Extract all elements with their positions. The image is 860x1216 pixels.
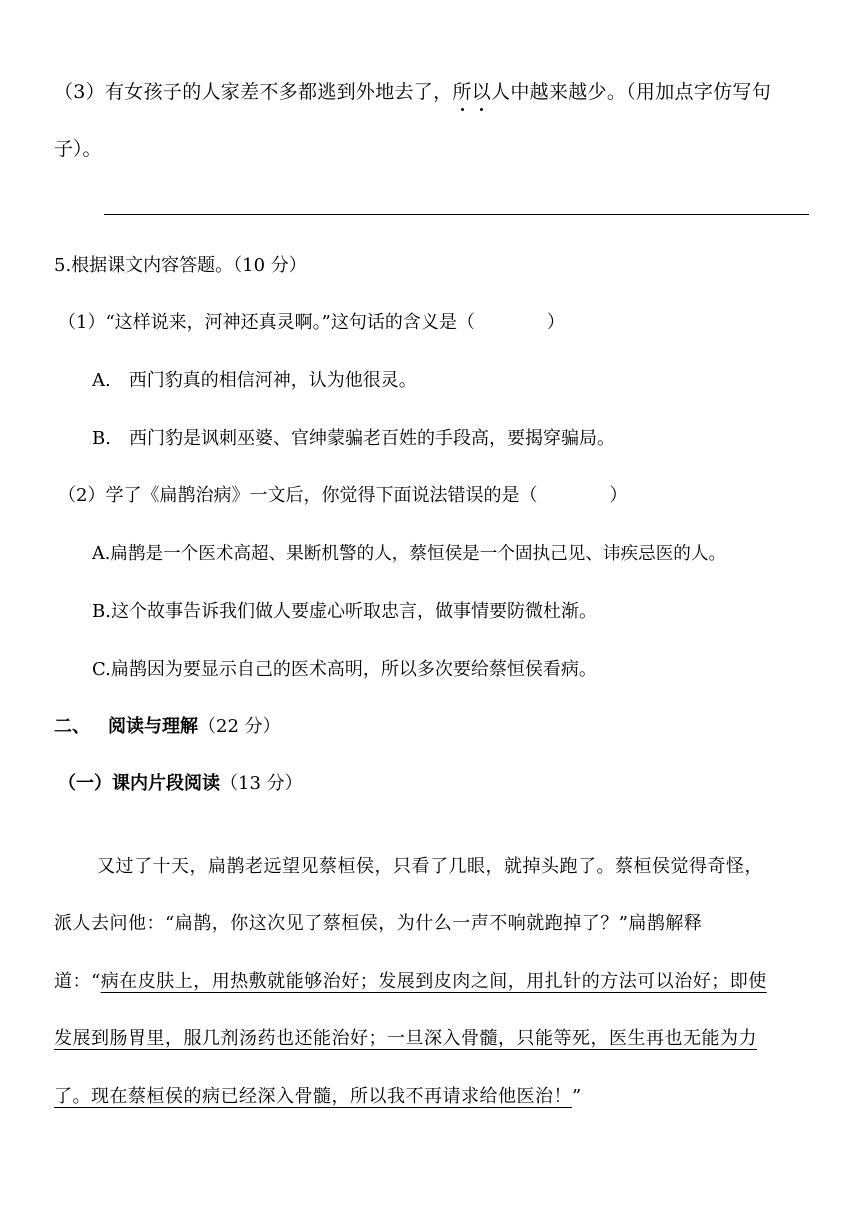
subsection1-heading [58,772,303,796]
q4-3-line1 [54,80,771,104]
passage-line-4-underlined: 发展到肠胃里，服几剂汤药也还能治好；一旦深入骨髓，只能等死，医生再也无能为力 [54,1028,757,1049]
section2-title: 阅读与理解 [108,716,198,737]
q5-2-option-a: A.扁鹊是一个医术高超、果断机警的人，蔡恒侯是一个固执己见、讳疾忌医的人。 [92,544,727,564]
section2-number: 二、 [54,716,90,737]
q4-3-prefix: （3）有女孩子的人家差不多都逃到外地去了， [54,81,453,103]
q5-2-option-b: B.这个故事告诉我们做人要虚心听取忠言，做事情要防微杜渐。 [92,601,597,622]
section2-heading [54,715,281,739]
q4-3-line2-text: 子）。 [54,138,102,160]
dotted-char-2: 以 [471,81,492,103]
subsection1-title: （一）课内片段阅读 [58,773,220,794]
answer-line[interactable] [104,214,809,215]
q5-1-question: （1）“这样说来，河神还真灵啊。”这句话的含义是（ ） [58,312,565,333]
passage-line-3 [54,970,767,994]
q4-3-line2 [54,137,102,161]
q5-heading: 5.根据课文内容答题。（10 分） [54,255,307,276]
passage-line-3-underlined: 病在皮肤上，用热敷就能够治好；发展到皮肉之间，用扎针的方法可以治好；即使 [100,971,767,992]
q5-1-option-a: A. 西门豹真的相信河神，认为他很灵。 [92,370,417,391]
passage-line-5 [54,1085,582,1109]
passage-line-2: 派人去问他：“扁鹊，你这次见了蔡桓侯，为什么一声不响就跑掉了？”扁鹊解释 [54,913,703,934]
passage-line-5-underlined: 了。现在蔡桓侯的病已经深入骨髓，所以我不再请求给他医治！ [54,1086,572,1107]
dotted-char-1: 所 [452,81,472,103]
section2-score: （22 分） [198,716,281,737]
passage-line-3-prefix: 道：“ [54,971,101,992]
passage-line-4 [54,1027,757,1051]
q5-1-option-b: B. 西门豹是讽刺巫婆、官绅蒙骗老百姓的手段高，要揭穿骗局。 [92,428,615,449]
q5-2-option-c: C.扁鹊因为要显示自己的医术高明，所以多次要给蔡恒侯看病。 [92,659,597,680]
passage-line-5-suffix: ” [572,1086,582,1107]
subsection1-score: （13 分） [220,773,303,794]
passage-line-1: 又过了十天，扁鹊老远望见蔡桓侯，只看了几眼，就掉头跑了。蔡桓侯觉得奇怪， [97,856,763,877]
q4-3-suffix: 人中越来越少。（用加点字仿写句 [491,81,772,103]
q5-2-question: （2）学了《扁鹊治病》一文后，你觉得下面说法错误的是（ ） [58,485,628,506]
